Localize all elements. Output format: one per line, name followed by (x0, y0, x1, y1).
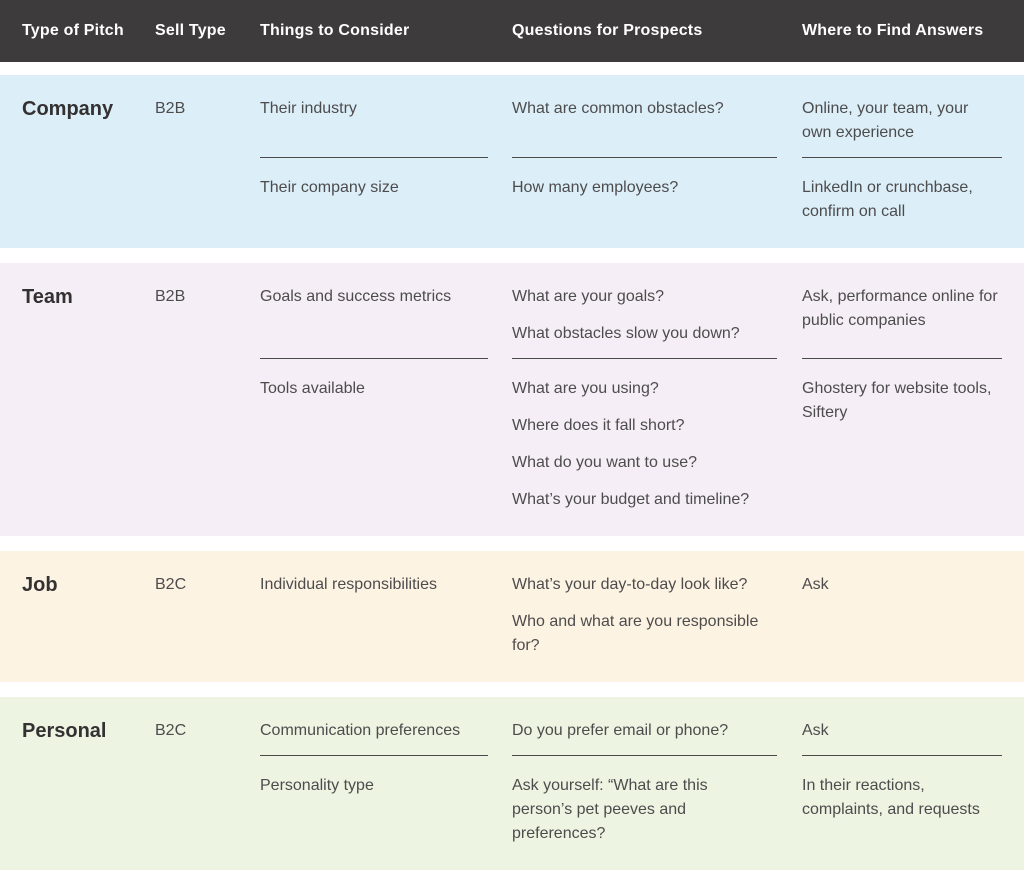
consider-cell (260, 285, 512, 309)
segment-divider (512, 755, 777, 756)
answers-cell (802, 176, 1002, 224)
answer-item: Ask (802, 722, 829, 739)
consider-item: Personality type (260, 777, 374, 794)
consider-item: Their company size (260, 179, 399, 196)
question-item: What are common obstacles? (512, 100, 724, 117)
column-header-questions-for-prospects: Questions for Prospects (512, 22, 703, 39)
question-item: What are you using? (512, 380, 659, 397)
answer-item: Online, your team, your own experience (802, 100, 969, 141)
question-item: Ask yourself: “What are this person’s pet peeves and preferences? (512, 777, 708, 842)
answers-cell (802, 774, 1002, 822)
questions-cell (512, 285, 786, 346)
question-item: What obstacles slow you down? (512, 325, 740, 342)
answer-item: In their reactions, complaints, and requests (802, 777, 980, 818)
segment-divider (802, 755, 1002, 756)
consider-cell (260, 377, 512, 401)
table-row-personal (0, 697, 1024, 870)
consider-cell (260, 97, 512, 121)
question-item: How many employees? (512, 179, 679, 196)
segment-divider (260, 157, 488, 158)
table-row-company (0, 75, 1024, 248)
question-item: What do you want to use? (512, 454, 697, 471)
column-header-things-to-consider: Things to Consider (260, 22, 410, 39)
question-item: What are your goals? (512, 288, 665, 305)
question-item: Who and what are you responsible for? (512, 613, 759, 654)
consider-item: Their industry (260, 100, 357, 117)
consider-cell (260, 719, 512, 743)
sell-type-label: B2C (155, 722, 187, 739)
pitch-type-label: Team (22, 286, 73, 308)
question-item: Do you prefer email or phone? (512, 722, 729, 739)
answers-cell (802, 97, 1002, 145)
answer-item: Ask (802, 576, 829, 593)
consider-item: Tools available (260, 380, 365, 397)
answers-cell (802, 573, 1002, 597)
questions-cell (512, 97, 786, 121)
answers-cell (802, 377, 1002, 425)
segment-divider (512, 358, 777, 359)
segment-divider (260, 358, 488, 359)
column-header-type-of-pitch: Type of Pitch (22, 22, 124, 39)
questions-cell (512, 176, 786, 200)
questions-cell (512, 774, 786, 846)
question-item: What’s your day-to-day look like? (512, 576, 748, 593)
consider-cell (260, 774, 512, 798)
table-header (0, 0, 1024, 62)
questions-cell (512, 377, 786, 512)
answer-item: Ghostery for website tools, Siftery (802, 380, 992, 421)
question-item: What’s your budget and timeline? (512, 491, 750, 508)
segment-divider (260, 755, 488, 756)
pitch-type-label: Company (22, 98, 114, 120)
consider-cell (260, 176, 512, 200)
table-row-team (0, 263, 1024, 536)
question-item: Where does it fall short? (512, 417, 685, 434)
segment-divider (802, 157, 1002, 158)
column-header-where-to-find-answers: Where to Find Answers (802, 22, 984, 39)
column-header-sell-type: Sell Type (155, 22, 226, 39)
sell-type-label: B2C (155, 576, 187, 593)
table-row-job (0, 551, 1024, 682)
consider-cell (260, 573, 512, 597)
consider-item: Communication preferences (260, 722, 461, 739)
pitch-type-label: Job (22, 574, 58, 596)
questions-cell (512, 573, 786, 658)
questions-cell (512, 719, 786, 743)
answers-cell (802, 285, 1002, 333)
pitch-type-label: Personal (22, 720, 107, 742)
answer-item: Ask, performance online for public companies (802, 288, 998, 329)
answer-item: LinkedIn or crunchbase, confirm on call (802, 179, 973, 220)
answers-cell (802, 719, 1002, 743)
sell-type-label: B2B (155, 288, 186, 305)
sell-type-label: B2B (155, 100, 186, 117)
segment-divider (802, 358, 1002, 359)
consider-item: Individual responsibilities (260, 576, 437, 593)
segment-divider (512, 157, 777, 158)
consider-item: Goals and success metrics (260, 288, 452, 305)
